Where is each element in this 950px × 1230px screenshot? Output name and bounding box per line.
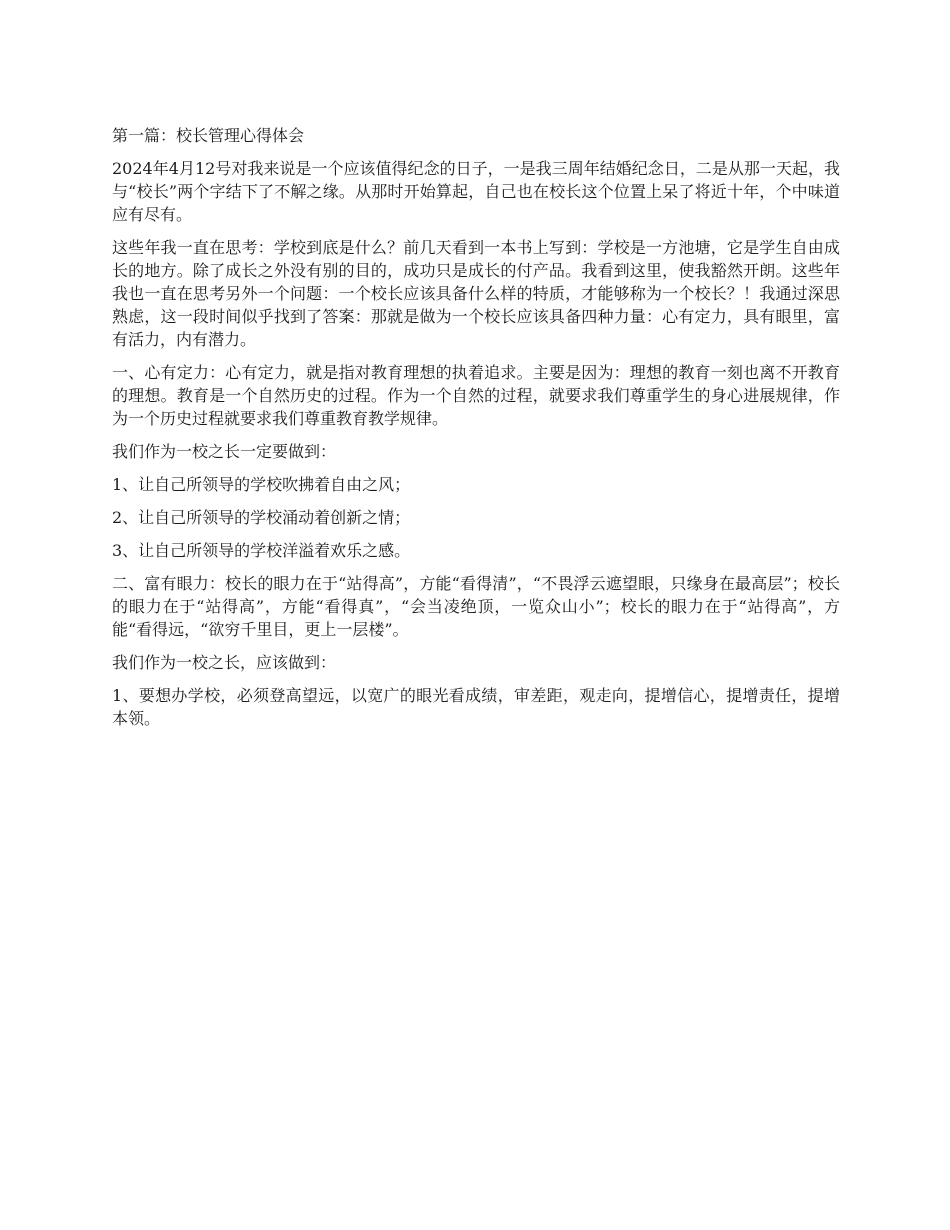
paragraph-should-do: 我们作为一校之长，应该做到： [112, 653, 337, 672]
paragraph-intro: 2024年4月12号对我来说是一个应该值得纪念的日子，一是我三周年结婚纪念日，二是从那一天起，我与“校长”两个字结下了不解之缘。从那时开始算起，自己也在校长这个位置上呆了将近十年，个中味道应有尽有。 [112, 159, 840, 224]
paragraph-section-one: 一、心有定力：心有定力，就是指对教育理想的执着追求。主要是因为：理想的教育一刻也离不开教育的理想。教育是一个自然历史的过程。作为一个自然的过程，就要求我们尊重学生的身心进展规律，作为一个历史过程就要求我们尊重教育教学规律。 [112, 363, 840, 428]
list-item-joy: 3、让自己所领导的学校洋溢着欢乐之感。 [112, 541, 411, 560]
document-title: 第一篇：校长管理心得体会 [112, 126, 305, 145]
paragraph-section-two: 二、富有眼力：校长的眼力在于“站得高”，方能“看得清”，“不畏浮云遮望眼，只缘身在最高层”；校长的眼力在于“站得高”，方能“看得真”，“会当凌绝顶，一览众山小”；校长的眼力在于“站得高”，方能“看得远，“欲穷千里目，更上一层楼”。 [112, 574, 840, 639]
list-item-innovation: 2、让自己所领导的学校涌动着创新之情； [112, 508, 411, 527]
list-item-vision: 1、要想办学校，必须登高望远，以宽广的眼光看成绩，审差距，观走向，提增信心，提增责任，提增本领。 [112, 686, 840, 728]
paragraph-thinking: 这些年我一直在思考：学校到底是什么？前几天看到一本书上写到：学校是一方池塘，它是学生自由成长的地方。除了成长之外没有别的目的，成功只是成长的付产品。我看到这里，使我豁然开朗。这些年我也一直在思考另外一个问题：一个校长应该具备什么样的特质，才能够称为一个校长？！我通过深思熟虑，这一段时间似乎找到了答案：那就是做为一个校长应该具备四种力量：心有定力，具有眼里，富有活力，内有潜力。 [112, 238, 840, 349]
list-item-freedom: 1、让自己所领导的学校吹拂着自由之风； [112, 475, 411, 494]
paragraph-must-do: 我们作为一校之长一定要做到： [112, 442, 337, 461]
document-page [112, 124, 840, 740]
